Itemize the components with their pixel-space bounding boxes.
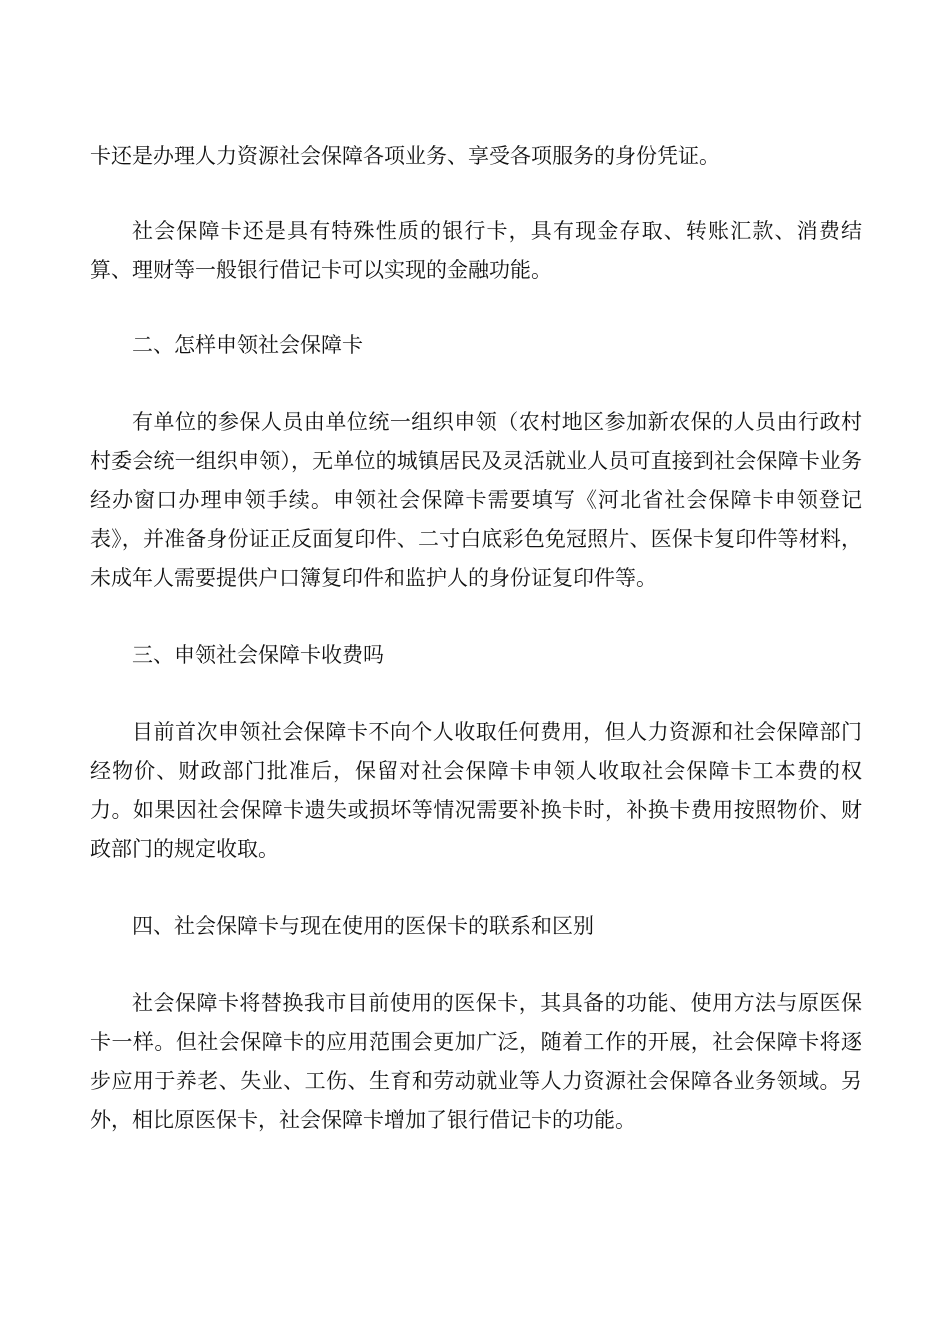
section-heading-3: 三、申领社会保障卡收费吗: [132, 643, 384, 667]
paragraph-how-to-apply: 有单位的参保人员由单位统一组织申领（农村地区参加新农保的人员由行政村村委会统一组织申领），无单位的城镇居民及灵活就业人员可直接到社会保障卡业务经办窗口办理申领手续。申领社会保障卡需要填写《河北省社会保障卡申领登记表》，并准备身份证正反面复印件、二寸白底彩色免冠照片、医保卡复印件等材料，未成年人需要提供户口簿复印件和监护人的身份证复印件等。: [90, 410, 862, 590]
paragraph-fees: 目前首次申领社会保障卡不向个人收取任何费用，但人力资源和社会保障部门经物价、财政部门批准后，保留对社会保障卡申领人收取社会保障卡工本费的权力。如果因社会保障卡遗失或损坏等情况需要补换卡时，补换卡费用按照物价、财政部门的规定收取。: [90, 720, 862, 861]
section-heading-2: 二、怎样申领社会保障卡: [132, 333, 363, 357]
section-heading-4: 四、社会保障卡与现在使用的医保卡的联系和区别: [132, 914, 594, 938]
document-page: [90, 137, 862, 1140]
paragraph-difference: 社会保障卡将替换我市目前使用的医保卡，其具备的功能、使用方法与原医保卡一样。但社会保障卡的应用范围会更加广泛，随着工作的开展，社会保障卡将逐步应用于养老、失业、工伤、生育和劳动就业等人力资源社会保障各业务领域。另外，相比原医保卡，社会保障卡增加了银行借记卡的功能。: [90, 991, 862, 1132]
paragraph-continuation: 卡还是办理人力资源社会保障各项业务、享受各项服务的身份凭证。: [90, 144, 720, 168]
paragraph-bank-card-function: 社会保障卡还是具有特殊性质的银行卡，具有现金存取、转账汇款、消费结算、理财等一般银行借记卡可以实现的金融功能。: [90, 219, 862, 282]
